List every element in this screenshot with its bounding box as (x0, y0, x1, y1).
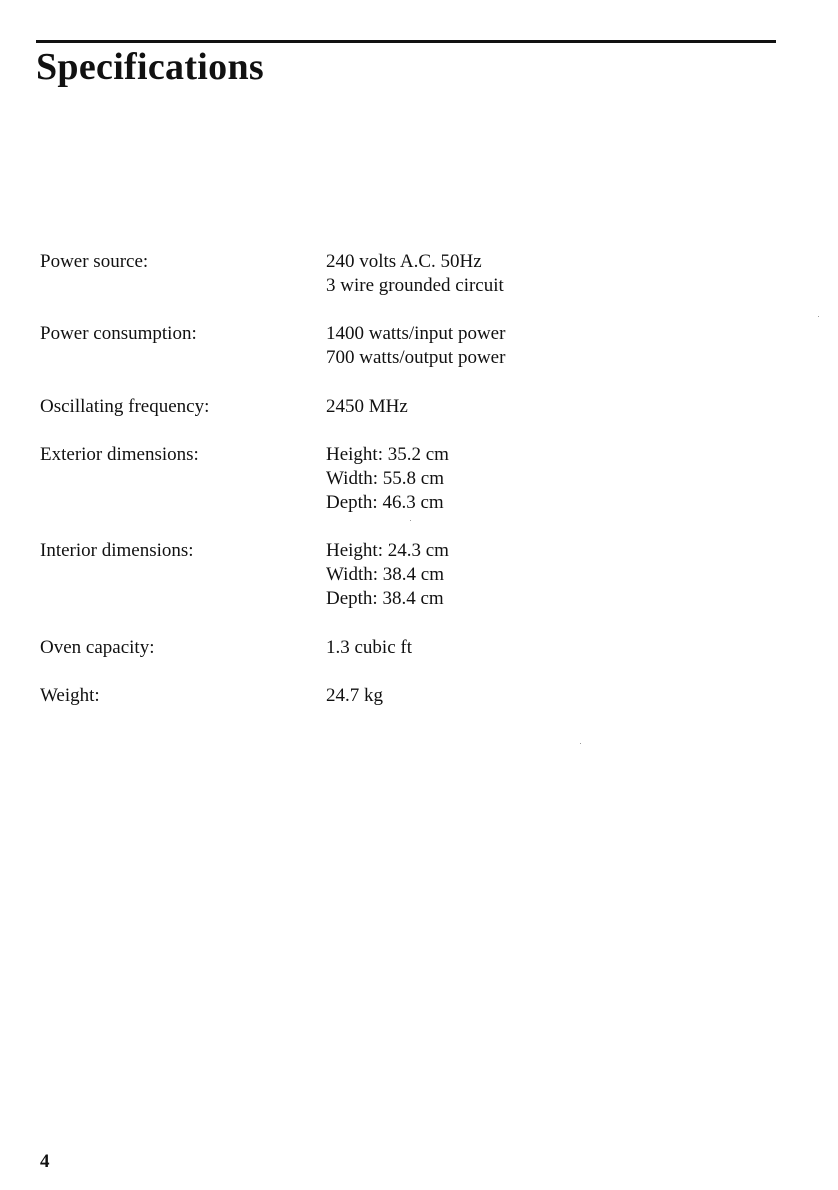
spec-label: Interior dimensions: (40, 540, 194, 561)
spec-label: Weight: (40, 685, 100, 706)
spec-values (326, 443, 726, 515)
spec-value: Depth: 38.4 cm (326, 588, 444, 609)
spec-label: Exterior dimensions: (40, 444, 199, 465)
spec-label: Power source: (40, 251, 149, 272)
spec-value: Depth: 46.3 cm (326, 492, 444, 513)
spec-values (326, 636, 726, 660)
spec-value: 240 volts A.C. 50Hz (326, 251, 482, 272)
spec-values (326, 250, 726, 298)
spec-value: 1400 watts/input power (326, 323, 506, 344)
spec-value: 24.7 kg (326, 685, 383, 706)
page-title: Specifications (36, 46, 264, 88)
page-number: 4 (40, 1151, 50, 1172)
spec-value: Height: 35.2 cm (326, 444, 449, 465)
spec-value: Width: 38.4 cm (326, 564, 444, 585)
scan-speck (580, 743, 581, 744)
spec-values (326, 395, 726, 419)
scan-speck (410, 520, 411, 521)
spec-value: 1.3 cubic ft (326, 637, 413, 658)
spec-values (326, 539, 726, 611)
spec-values (326, 684, 726, 708)
spec-values (326, 322, 726, 370)
spec-value: 2450 MHz (326, 396, 408, 417)
spec-value: 700 watts/output power (326, 347, 506, 368)
spec-value: Height: 24.3 cm (326, 540, 449, 561)
scan-speck (818, 316, 819, 317)
spec-value: 3 wire grounded circuit (326, 275, 504, 296)
spec-label: Oscillating frequency: (40, 396, 210, 417)
spec-value: Width: 55.8 cm (326, 468, 444, 489)
header-rule (36, 40, 776, 43)
spec-label: Power consumption: (40, 323, 197, 344)
spec-label: Oven capacity: (40, 637, 155, 658)
